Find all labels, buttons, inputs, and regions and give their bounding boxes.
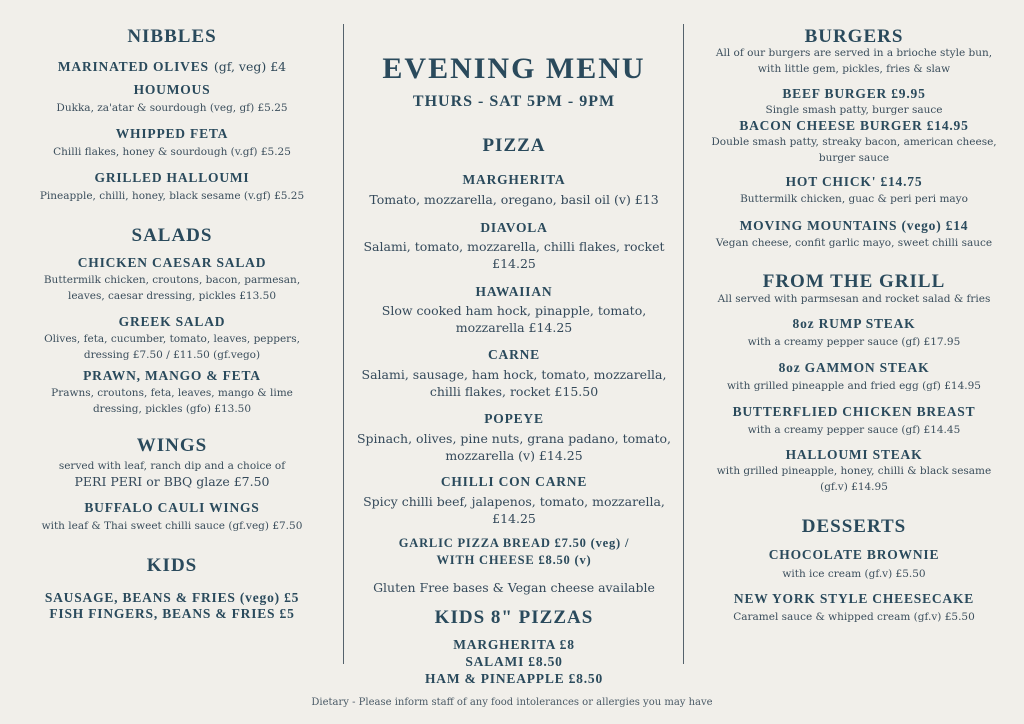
section-heading-wings: WINGS [136, 435, 208, 456]
garlic-bread-cheese: WITH CHEESE £8.50 (v) [436, 553, 592, 567]
menu-item [0, 56, 344, 75]
item-desc: Caramel sauce & whipped cream (gf.v) £5.50 [733, 611, 975, 623]
item-desc: Slow cooked ham hock, pinapple, tomato, mozzarella £14.25 [381, 303, 647, 335]
opening-hours: THURS - SAT 5PM - 9PM [412, 93, 616, 110]
item-desc: Single smash patty, burger sauce [765, 104, 943, 116]
page-title: EVENING MENU [382, 52, 646, 85]
section-heading-kids: KIDS [146, 555, 198, 576]
left-column [0, 0, 344, 724]
item-desc: Buttermilk chicken, guac & peri peri mayo [740, 193, 968, 205]
kids-item: FISH FINGERS, BEANS & FRIES £5 [49, 606, 295, 621]
item-name: GREEK SALAD [118, 314, 226, 329]
section-heading-pizza: PIZZA [482, 135, 546, 156]
item-name: BACON CHEESE BURGER £14.95 [739, 118, 969, 133]
item-name: CHOCOLATE BROWNIE [768, 547, 940, 562]
gluten-free-note: Gluten Free bases & Vegan cheese available [373, 580, 655, 595]
item-name: MARGHERITA [462, 172, 566, 187]
item-desc: (gf, veg) £4 [213, 59, 287, 74]
item-name: HOUMOUS [133, 82, 211, 97]
section-heading-grill: FROM THE GRILL [762, 271, 946, 292]
item-desc: with a creamy pepper sauce (gf) £14.45 [747, 424, 961, 436]
item-name: NEW YORK STYLE CHEESECAKE [733, 591, 975, 606]
item-desc: Salami, tomato, mozzarella, chilli flakes, rocket £14.25 [363, 239, 665, 271]
item-desc: Vegan cheese, confit garlic mayo, sweet chilli sauce [715, 237, 993, 249]
item-name: MARINATED OLIVES [57, 59, 209, 74]
item-name: DIAVOLA [480, 220, 548, 235]
item-desc: Buttermilk chicken, croutons, bacon, parmesan, leaves, caesar dressing, pickles £13.50 [43, 274, 301, 302]
item-name: BUTTERFLIED CHICKEN BREAST [732, 404, 976, 419]
kids-pizza-item: MARGHERITA £8 [453, 637, 575, 652]
middle-column [344, 0, 684, 724]
kids-item: SAUSAGE, BEANS & FRIES (vego) £5 [44, 590, 300, 605]
item-name: BEEF BURGER £9.95 [782, 86, 926, 101]
item-desc: with grilled pineapple and fried egg (gf) £14.95 [727, 380, 981, 392]
garlic-bread: GARLIC PIZZA BREAD £7.50 (veg) / [398, 536, 630, 550]
item-name: POPEYE [484, 411, 544, 426]
item-name: 8oz RUMP STEAK [792, 316, 916, 331]
item-name: CHICKEN CAESAR SALAD [77, 255, 267, 270]
item-desc: with grilled pineapple, honey, chilli & black sesame (gf.v) £14.95 [716, 465, 992, 493]
item-name: HALLOUMI STEAK [785, 447, 923, 462]
item-name: GRILLED HALLOUMI [94, 170, 250, 185]
section-heading-burgers: BURGERS [804, 26, 904, 47]
item-desc: with leaf & Thai sweet chilli sauce (gf.veg) £7.50 [41, 520, 303, 532]
item-desc: Pineapple, chilli, honey, black sesame (v.gf) £5.25 [39, 190, 305, 202]
item-desc: with a creamy pepper sauce (gf) £17.95 [747, 336, 961, 348]
item-desc: Olives, feta, cucumber, tomato, leaves, peppers, dressing £7.50 / £11.50 (gf.vego) [44, 333, 300, 361]
item-desc: Spinach, olives, pine nuts, grana padano, tomato, mozzarella (v) £14.25 [356, 431, 672, 463]
item-name: MOVING MOUNTAINS (vego) £14 [739, 218, 969, 233]
item-desc: Prawns, croutons, feta, leaves, mango & lime dressing, pickles (gfo) £13.50 [51, 387, 293, 415]
item-desc: Spicy chilli beef, jalapenos, tomato, mozzarella, £14.25 [363, 494, 665, 526]
burgers-intro: All of our burgers are served in a brioche style bun, with little gem, pickles, fries & slaw [715, 47, 993, 75]
item-desc: Dukka, za'atar & sourdough (veg, gf) £5.25 [56, 102, 288, 114]
section-heading-salads: SALADS [131, 225, 213, 246]
item-name: CARNE [487, 347, 540, 362]
item-desc: Chilli flakes, honey & sourdough (v.gf) £5.25 [53, 146, 291, 158]
kids-pizza-item: SALAMI £8.50 [465, 654, 563, 669]
item-desc: Double smash patty, streaky bacon, american cheese, burger sauce [711, 136, 997, 164]
item-name: HAWAIIAN [475, 284, 553, 299]
section-heading-nibbles: NIBBLES [127, 26, 217, 47]
item-name: PRAWN, MANGO & FETA [83, 368, 261, 383]
kids-pizza-item: HAM & PINEAPPLE £8.50 [424, 671, 604, 686]
item-name: 8oz GAMMON STEAK [778, 360, 930, 375]
item-name: CHILLI CON CARNE [440, 474, 588, 489]
item-name: HOT CHICK' £14.75 [785, 174, 923, 189]
item-name: BUFFALO CAULI WINGS [84, 500, 260, 515]
wings-glaze: PERI PERI or BBQ glaze £7.50 [74, 474, 270, 489]
grill-intro: All served with parmsesan and rocket salad & fries [717, 293, 991, 305]
item-desc: with ice cream (gf.v) £5.50 [782, 568, 926, 580]
item-desc: Tomato, mozzarella, oregano, basil oil (v) £13 [369, 192, 659, 207]
right-column [684, 0, 1024, 724]
section-heading-kids-pizzas: KIDS 8" PIZZAS [434, 607, 594, 628]
dietary-footer: Dietary - Please inform staff of any food intolerances or allergies you may have [311, 697, 713, 708]
item-name: WHIPPED FETA [115, 126, 229, 141]
item-desc: Salami, sausage, ham hock, tomato, mozzarella, chilli flakes, rocket £15.50 [361, 367, 667, 399]
section-heading-desserts: DESSERTS [801, 516, 907, 537]
wings-intro: served with leaf, ranch dip and a choice of [58, 460, 286, 472]
